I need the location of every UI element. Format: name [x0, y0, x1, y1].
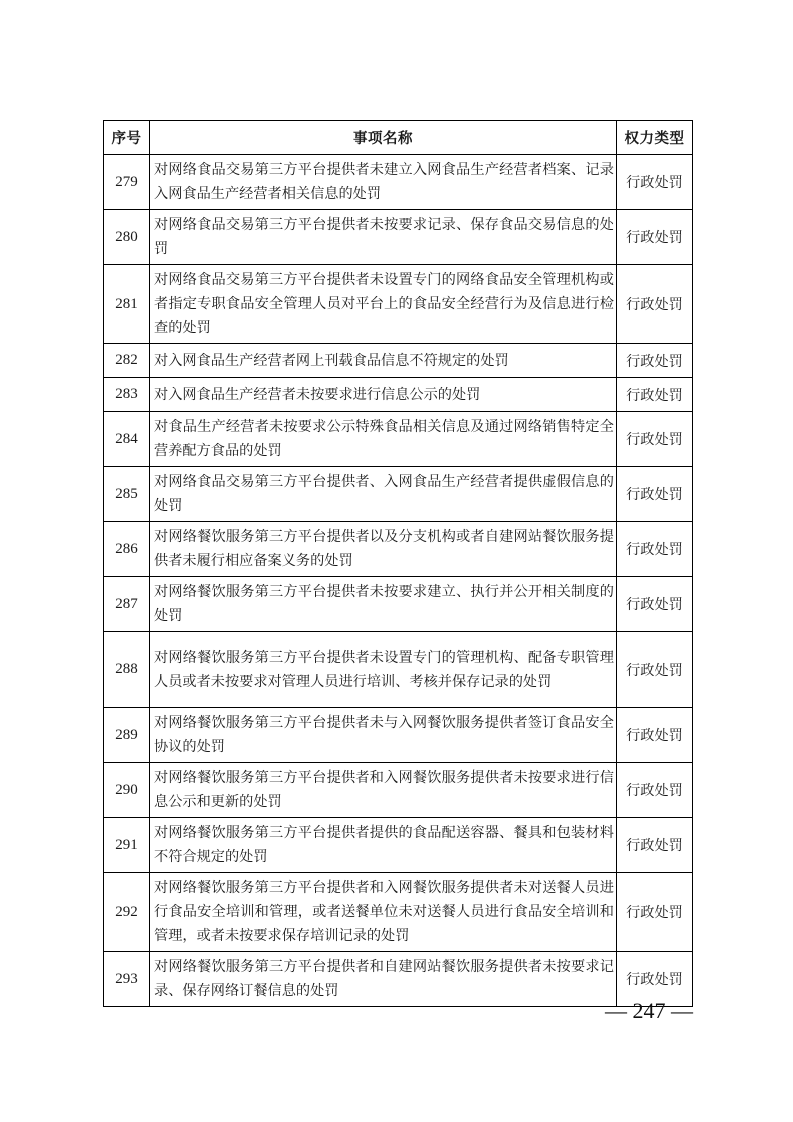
header-type: 权力类型 — [617, 121, 693, 155]
table-row — [104, 763, 693, 818]
row-type: 行政处罚 — [617, 763, 693, 818]
row-type: 行政处罚 — [617, 210, 693, 265]
table-row — [104, 378, 693, 412]
row-name: 对网络餐饮服务第三方平台提供者未设置专门的管理机构、配备专职管理人员或者未按要求对管理人员进行培训、考核并保存记录的处罚 — [150, 632, 617, 708]
table-row — [104, 873, 693, 952]
row-index: 283 — [104, 378, 150, 412]
row-index: 286 — [104, 522, 150, 577]
header-index: 序号 — [104, 121, 150, 155]
row-index: 288 — [104, 632, 150, 708]
row-index: 290 — [104, 763, 150, 818]
row-type: 行政处罚 — [617, 412, 693, 467]
table-row — [104, 155, 693, 210]
table-row — [104, 708, 693, 763]
table-row — [104, 265, 693, 344]
row-name: 对网络餐饮服务第三方平台提供者以及分支机构或者自建网站餐饮服务提供者未履行相应备案义务的处罚 — [150, 522, 617, 577]
table-row — [104, 818, 693, 873]
row-index: 284 — [104, 412, 150, 467]
row-name: 对网络餐饮服务第三方平台提供者未与入网餐饮服务提供者签订食品安全协议的处罚 — [150, 708, 617, 763]
row-type: 行政处罚 — [617, 155, 693, 210]
row-index: 291 — [104, 818, 150, 873]
row-type: 行政处罚 — [617, 818, 693, 873]
row-name: 对网络食品交易第三方平台提供者未设置专门的网络食品安全管理机构或者指定专职食品安全管理人员对平台上的食品安全经营行为及信息进行检查的处罚 — [150, 265, 617, 344]
table-row — [104, 412, 693, 467]
row-index: 287 — [104, 577, 150, 632]
row-type: 行政处罚 — [617, 708, 693, 763]
row-type: 行政处罚 — [617, 378, 693, 412]
document-table-container — [103, 120, 692, 1007]
row-name: 对网络食品交易第三方平台提供者未建立入网食品生产经营者档案、记录入网食品生产经营者相关信息的处罚 — [150, 155, 617, 210]
row-name: 对入网食品生产经营者网上刊载食品信息不符规定的处罚 — [150, 344, 617, 378]
row-name: 对网络餐饮服务第三方平台提供者和入网餐饮服务提供者未对送餐人员进行食品安全培训和管理，或者送餐单位未对送餐人员进行食品安全培训和管理，或者未按要求保存培训记录的处罚 — [150, 873, 617, 952]
row-index: 293 — [104, 952, 150, 1007]
row-type: 行政处罚 — [617, 522, 693, 577]
row-name: 对网络食品交易第三方平台提供者、入网食品生产经营者提供虚假信息的处罚 — [150, 467, 617, 522]
row-type: 行政处罚 — [617, 952, 693, 1007]
table-row — [104, 344, 693, 378]
row-name: 对网络食品交易第三方平台提供者未按要求记录、保存食品交易信息的处罚 — [150, 210, 617, 265]
administrative-penalty-table — [103, 120, 693, 1007]
page-number: — 247 — — [605, 998, 693, 1023]
row-index: 282 — [104, 344, 150, 378]
row-index: 289 — [104, 708, 150, 763]
row-index: 292 — [104, 873, 150, 952]
table-row — [104, 632, 693, 708]
row-name: 对网络餐饮服务第三方平台提供者未按要求建立、执行并公开相关制度的处罚 — [150, 577, 617, 632]
table-row — [104, 210, 693, 265]
row-type: 行政处罚 — [617, 344, 693, 378]
table-row — [104, 577, 693, 632]
table-row — [104, 522, 693, 577]
row-type: 行政处罚 — [617, 632, 693, 708]
table-row — [104, 467, 693, 522]
row-type: 行政处罚 — [617, 873, 693, 952]
row-type: 行政处罚 — [617, 265, 693, 344]
row-type: 行政处罚 — [617, 467, 693, 522]
table-header-row — [104, 121, 693, 155]
row-name: 对食品生产经营者未按要求公示特殊食品相关信息及通过网络销售特定全营养配方食品的处罚 — [150, 412, 617, 467]
row-name: 对入网食品生产经营者未按要求进行信息公示的处罚 — [150, 378, 617, 412]
row-name: 对网络餐饮服务第三方平台提供者和入网餐饮服务提供者未按要求进行信息公示和更新的处罚 — [150, 763, 617, 818]
header-name: 事项名称 — [150, 121, 617, 155]
row-name: 对网络餐饮服务第三方平台提供者和自建网站餐饮服务提供者未按要求记录、保存网络订餐信息的处罚 — [150, 952, 617, 1007]
row-index: 285 — [104, 467, 150, 522]
row-index: 281 — [104, 265, 150, 344]
row-name: 对网络餐饮服务第三方平台提供者提供的食品配送容器、餐具和包装材料不符合规定的处罚 — [150, 818, 617, 873]
row-index: 280 — [104, 210, 150, 265]
row-type: 行政处罚 — [617, 577, 693, 632]
row-index: 279 — [104, 155, 150, 210]
